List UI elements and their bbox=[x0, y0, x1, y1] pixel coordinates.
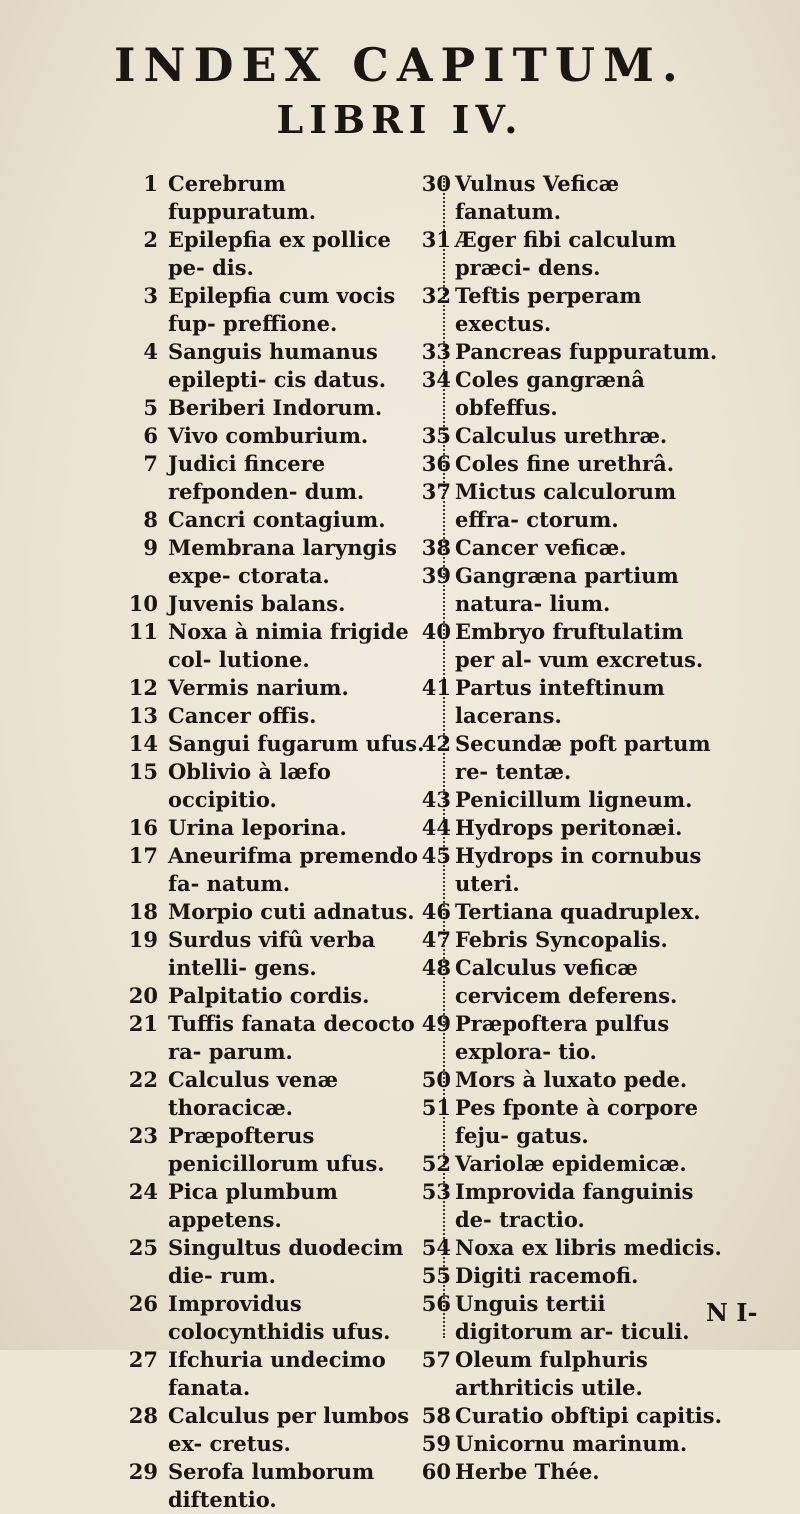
index-entry bbox=[421, 338, 725, 366]
entry-number: 17 bbox=[128, 843, 158, 868]
entry-title: Cancer offis. bbox=[168, 703, 317, 728]
entry-number: 25 bbox=[128, 1235, 158, 1260]
index-entry bbox=[143, 170, 426, 226]
entry-title: Calculus urethræ. bbox=[455, 423, 668, 448]
entry-title: Vulnus Veficæ fanatum. bbox=[455, 171, 620, 224]
index-entry bbox=[421, 1346, 725, 1402]
entry-title: Mors à luxato pede. bbox=[455, 1067, 688, 1092]
index-entry bbox=[421, 226, 725, 282]
index-entry bbox=[421, 1150, 725, 1178]
entry-title: Judici fincere refponden- dum. bbox=[168, 451, 365, 504]
index-entry bbox=[421, 954, 725, 1010]
index-entry bbox=[421, 478, 725, 534]
entry-title: Epilepfia cum vocis fup- preffione. bbox=[168, 283, 396, 336]
index-entry bbox=[421, 898, 725, 926]
entry-title: Variolæ epidemicæ. bbox=[455, 1151, 687, 1176]
entry-title: Partus inteftinum lacerans. bbox=[455, 675, 665, 728]
entry-number: 40 bbox=[421, 619, 451, 644]
entry-number: 27 bbox=[128, 1347, 158, 1372]
entry-title: Pes fponte à corpore feju- gatus. bbox=[455, 1095, 698, 1148]
entry-number: 36 bbox=[421, 451, 451, 476]
entry-number: 1 bbox=[143, 171, 158, 196]
entry-title: Cancri contagium. bbox=[168, 507, 386, 532]
right-column bbox=[421, 170, 725, 1486]
index-entry bbox=[421, 1178, 725, 1234]
entry-number: 6 bbox=[143, 423, 158, 448]
entry-number: 42 bbox=[421, 731, 451, 756]
entry-number: 51 bbox=[421, 1095, 451, 1120]
index-entry bbox=[143, 394, 426, 422]
index-entry bbox=[421, 282, 725, 338]
index-entry bbox=[421, 450, 725, 478]
index-entry bbox=[128, 1010, 426, 1066]
index-entry bbox=[421, 534, 725, 562]
index-entry bbox=[421, 1458, 725, 1486]
entry-title: Vermis narium. bbox=[168, 675, 349, 700]
entry-title: Calculus veficæ cervicem deferens. bbox=[455, 955, 678, 1008]
entry-title: Unicornu marinum. bbox=[455, 1431, 688, 1456]
entry-title: Febris Syncopalis. bbox=[455, 927, 668, 952]
entry-number: 16 bbox=[128, 815, 158, 840]
entry-number: 47 bbox=[421, 927, 451, 952]
entry-title: Juvenis balans. bbox=[168, 591, 346, 616]
index-entry bbox=[421, 1262, 725, 1290]
index-entry bbox=[421, 730, 725, 786]
entry-title: Præpofterus penicillorum ufus. bbox=[168, 1123, 385, 1176]
index-entry bbox=[421, 1094, 725, 1150]
index-entry bbox=[421, 562, 725, 618]
entry-number: 41 bbox=[421, 675, 451, 700]
entry-number: 9 bbox=[143, 535, 158, 560]
entry-title: Serofa lumborum diftentio. bbox=[168, 1459, 375, 1512]
entry-title: Aneurifma premendo fa- natum. bbox=[168, 843, 419, 896]
entry-title: Noxa à nimia frigide col- lutione. bbox=[168, 619, 409, 672]
entry-number: 54 bbox=[421, 1235, 451, 1260]
index-entry bbox=[421, 1010, 725, 1066]
index-entry bbox=[128, 1234, 426, 1290]
index-entry bbox=[128, 618, 426, 674]
index-entry bbox=[128, 842, 426, 898]
catchword: N I- bbox=[706, 1298, 758, 1327]
entry-number: 37 bbox=[421, 479, 451, 504]
entry-number: 7 bbox=[143, 451, 158, 476]
entry-title: Epilepfia ex pollice pe- dis. bbox=[168, 227, 391, 280]
index-entry bbox=[143, 282, 426, 338]
entry-title: Digiti racemofi. bbox=[455, 1263, 639, 1288]
entry-title: Calculus venæ thoracicæ. bbox=[168, 1067, 339, 1120]
entry-number: 49 bbox=[421, 1011, 451, 1036]
book-subtitle: LIBRI IV. bbox=[276, 97, 524, 142]
index-entry bbox=[421, 1430, 725, 1458]
index-entry bbox=[128, 926, 426, 982]
entry-number: 34 bbox=[421, 367, 451, 392]
entry-number: 21 bbox=[128, 1011, 158, 1036]
index-entry bbox=[128, 1346, 426, 1402]
entry-title: Singultus duodecim die- rum. bbox=[168, 1235, 404, 1288]
entry-number: 31 bbox=[421, 227, 451, 252]
entry-number: 53 bbox=[421, 1179, 451, 1204]
entry-title: Sanguis humanus epilepti- cis datus. bbox=[168, 339, 387, 392]
entry-number: 20 bbox=[128, 983, 158, 1008]
index-entry bbox=[128, 758, 426, 814]
entry-title: Pica plumbum appetens. bbox=[168, 1179, 338, 1232]
entry-title: Palpitatio cordis. bbox=[168, 983, 370, 1008]
entry-number: 30 bbox=[421, 171, 451, 196]
entry-number: 55 bbox=[421, 1263, 451, 1288]
index-entry bbox=[421, 786, 725, 814]
entry-title: Cerebrum fuppuratum. bbox=[168, 171, 317, 224]
index-entry bbox=[421, 1234, 725, 1262]
index-entry bbox=[128, 1458, 426, 1514]
entry-title: Herbe Thée. bbox=[455, 1459, 600, 1484]
entry-number: 46 bbox=[421, 899, 451, 924]
entry-number: 48 bbox=[421, 955, 451, 980]
entry-title: Embryo fruftulatim per al- vum excretus. bbox=[455, 619, 704, 672]
index-entry bbox=[143, 338, 426, 394]
entry-title: Hydrops in cornubus uteri. bbox=[455, 843, 702, 896]
index-entry bbox=[128, 1402, 426, 1458]
entry-number: 50 bbox=[421, 1067, 451, 1092]
entry-number: 8 bbox=[143, 507, 158, 532]
index-entry bbox=[143, 534, 426, 590]
entry-number: 39 bbox=[421, 563, 451, 588]
entry-number: 23 bbox=[128, 1123, 158, 1148]
entry-number: 56 bbox=[421, 1291, 451, 1316]
index-entry bbox=[128, 674, 426, 702]
index-entry bbox=[421, 366, 725, 422]
entry-number: 33 bbox=[421, 339, 451, 364]
entry-title: Tertiana quadruplex. bbox=[455, 899, 701, 924]
index-entry bbox=[128, 898, 426, 926]
entry-number: 26 bbox=[128, 1291, 158, 1316]
index-entry bbox=[421, 814, 725, 842]
entry-number: 32 bbox=[421, 283, 451, 308]
entry-number: 28 bbox=[128, 1403, 158, 1428]
entry-number: 22 bbox=[128, 1067, 158, 1092]
entry-title: Hydrops peritonæi. bbox=[455, 815, 683, 840]
entry-number: 43 bbox=[421, 787, 451, 812]
entry-number: 60 bbox=[421, 1459, 451, 1484]
entry-number: 14 bbox=[128, 731, 158, 756]
entry-title: Oleum fulphuris arthriticis utile. bbox=[455, 1347, 648, 1400]
entry-title: Improvidus colocynthidis ufus. bbox=[168, 1291, 391, 1344]
index-entry bbox=[143, 422, 426, 450]
entry-title: Beriberi Indorum. bbox=[168, 395, 383, 420]
index-entry bbox=[128, 730, 426, 758]
entry-title: Sangui fugarum ufus. bbox=[168, 731, 425, 756]
entry-number: 29 bbox=[128, 1459, 158, 1484]
entry-title: Gangræna partium natura- lium. bbox=[455, 563, 679, 616]
entry-title: Ifchuria undecimo fanata. bbox=[168, 1347, 386, 1400]
entry-number: 19 bbox=[128, 927, 158, 952]
entry-number: 24 bbox=[128, 1179, 158, 1204]
entry-number: 35 bbox=[421, 423, 451, 448]
entry-number: 59 bbox=[421, 1431, 451, 1456]
entry-number: 5 bbox=[143, 395, 158, 420]
entry-title: Pancreas fuppuratum. bbox=[455, 339, 718, 364]
entry-title: Secundæ poft partum re- tentæ. bbox=[455, 731, 711, 784]
index-entry bbox=[128, 1178, 426, 1234]
index-title: INDEX CAPITUM. bbox=[114, 38, 686, 92]
entry-title: Vivo comburium. bbox=[168, 423, 369, 448]
entry-title: Tuffis fanata decocto ra- parum. bbox=[168, 1011, 415, 1064]
entry-title: Cancer veficæ. bbox=[455, 535, 627, 560]
entry-title: Improvida fanguinis de- tractio. bbox=[455, 1179, 694, 1232]
entry-title: Coles gangrænâ obfeffus. bbox=[455, 367, 645, 420]
entry-title: Urina leporina. bbox=[168, 815, 347, 840]
entry-title: Coles fine urethrâ. bbox=[455, 451, 675, 476]
entry-number: 57 bbox=[421, 1347, 451, 1372]
index-entry bbox=[128, 1290, 426, 1346]
entry-number: 18 bbox=[128, 899, 158, 924]
entry-number: 10 bbox=[128, 591, 158, 616]
entry-title: Teftis perperam exectus. bbox=[455, 283, 642, 336]
index-entry bbox=[421, 674, 725, 730]
index-entry bbox=[143, 226, 426, 282]
entry-number: 3 bbox=[143, 283, 158, 308]
entry-title: Præpoftera pulfus explora- tio. bbox=[455, 1011, 670, 1064]
index-entry bbox=[421, 926, 725, 954]
entry-title: Oblivio à læfo occipitio. bbox=[168, 759, 331, 812]
entry-title: Penicillum ligneum. bbox=[455, 787, 693, 812]
index-entry bbox=[421, 1066, 725, 1094]
entry-number: 13 bbox=[128, 703, 158, 728]
entry-title: Mictus calculorum effra- ctorum. bbox=[455, 479, 677, 532]
entry-number: 4 bbox=[143, 339, 158, 364]
index-entry bbox=[128, 702, 426, 730]
entry-title: Morpio cuti adnatus. bbox=[168, 899, 415, 924]
index-entry bbox=[421, 170, 725, 226]
index-entry bbox=[421, 842, 725, 898]
left-column bbox=[128, 170, 426, 1514]
entry-title: Surdus vifû verba intelli- gens. bbox=[168, 927, 376, 980]
entry-title: Membrana laryngis expe- ctorata. bbox=[168, 535, 397, 588]
entry-number: 12 bbox=[128, 675, 158, 700]
entry-number: 2 bbox=[143, 227, 158, 252]
index-entry bbox=[143, 450, 426, 506]
entry-number: 52 bbox=[421, 1151, 451, 1176]
index-entry bbox=[128, 814, 426, 842]
entry-title: Calculus per lumbos ex- cretus. bbox=[168, 1403, 410, 1456]
index-entry bbox=[143, 506, 426, 534]
entry-number: 58 bbox=[421, 1403, 451, 1428]
entry-number: 38 bbox=[421, 535, 451, 560]
entry-title: Curatio obftipi capitis. bbox=[455, 1403, 722, 1428]
index-entry bbox=[421, 618, 725, 674]
index-entry bbox=[128, 590, 426, 618]
entry-number: 11 bbox=[128, 619, 158, 644]
entry-title: Noxa ex libris medicis. bbox=[455, 1235, 722, 1260]
index-entry bbox=[421, 1290, 725, 1346]
index-entry bbox=[421, 1402, 725, 1430]
index-entry bbox=[421, 422, 725, 450]
entry-number: 15 bbox=[128, 759, 158, 784]
index-entry bbox=[128, 982, 426, 1010]
entry-title: Æger fibi calculum præci- dens. bbox=[455, 227, 677, 280]
index-entry bbox=[128, 1122, 426, 1178]
entry-title: Unguis tertii digitorum ar- ticuli. bbox=[455, 1291, 690, 1344]
entry-number: 45 bbox=[421, 843, 451, 868]
index-entry bbox=[128, 1066, 426, 1122]
entry-number: 44 bbox=[421, 815, 451, 840]
